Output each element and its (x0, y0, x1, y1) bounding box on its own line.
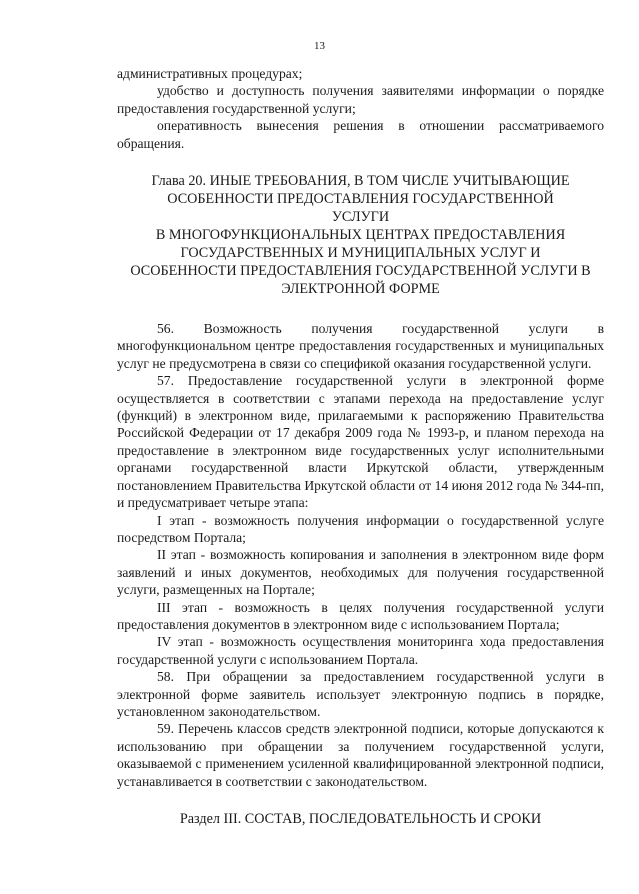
page-content (117, 65, 604, 828)
chapter-heading-line-6: ОСОБЕННОСТИ ПРЕДОСТАВЛЕНИЯ ГОСУДАРСТВЕННОЙ УСЛУГИ В (130, 263, 591, 280)
chapter-heading-line-2: ОСОБЕННОСТИ ПРЕДОСТАВЛЕНИЯ ГОСУДАРСТВЕННОЙ (167, 191, 554, 208)
chapter-heading-line-4: В МНОГОФУНКЦИОНАЛЬНЫХ ЦЕНТРАХ ПРЕДОСТАВЛЕНИЯ (155, 227, 566, 244)
stage-2: II этап - возможность копирования и заполнения в электронном виде форм заявлений и иных документов, необходимых для получения государственной услуги, размещенных на Портале; (117, 547, 604, 598)
page-number: 13 (314, 40, 325, 52)
stage-3: III этап - возможность в целях получения государственной услуги предоставления документов в электронном виде с использованием Портала; (117, 599, 604, 632)
stage-4: IV этап - возможность осуществления мониторинга хода предоставления государственной услуги с использованием Портала. (117, 634, 604, 667)
section-heading: Раздел III. СОСТАВ, ПОСЛЕДОВАТЕЛЬНОСТЬ И СРОКИ (179, 811, 542, 827)
intro-line-1: административных процедурах; (117, 66, 303, 81)
chapter-heading (117, 172, 604, 298)
intro-paragraph-2: удобство и доступность получения заявителями информации о порядке предоставления государственной услуги; (117, 83, 604, 116)
chapter-heading-line-7: ЭЛЕКТРОННОЙ ФОРМЕ (281, 281, 440, 298)
chapter-heading-line-1: Глава 20. ИНЫЕ ТРЕБОВАНИЯ, В ТОМ ЧИСЛЕ УЧИТЫВАЮЩИЕ (151, 173, 570, 190)
stage-1: I этап - возможность получения информации о государственной услуге посредством Портала; (117, 512, 604, 545)
chapter-heading-line-3: УСЛУГИ (331, 209, 390, 226)
paragraph-57: 57. Предоставление государственной услуги в электронной форме осуществляется в соответствии с этапами перехода на предоставление услуг (функций) в электронном виде, прилагаемыми к распоряжению Правительства Российской Федерации от 17 декабря 2009 года № 1993-р, и планом перехода на предоставление в электронном виде государственных услуг исполнительными органами государственной власти Иркутской области, утвержденным постановлением Правительства Иркутской области от 14 июня 2012 года № 344-пп, и предусматривает четыре этапа: (117, 373, 604, 511)
paragraph-58: 58. При обращении за предоставлением государственной услуги в электронной форме заявитель использует электронную подпись в порядке, установленном законодательством. (117, 669, 604, 719)
paragraph-59: 59. Перечень классов средств электронной подписи, которые допускаются к использованию при обращении за получением государственной услуги, оказываемой с применением усиленной квалифицированной электронной подписи, устанавливается в соответствии с законодательством. (117, 721, 604, 789)
paragraph-56: 56. Возможность получения государственной услуги в многофункциональном центре предоставления государственных и муниципальных услуг не предусмотрена в связи со спецификой оказания государственной услуги. (117, 321, 604, 371)
intro-paragraph-3: оперативность вынесения решения в отношении рассматриваемого обращения. (117, 118, 604, 151)
chapter-heading-line-5: ГОСУДАРСТВЕННЫХ И МУНИЦИПАЛЬНЫХ УСЛУГ И (180, 245, 541, 262)
